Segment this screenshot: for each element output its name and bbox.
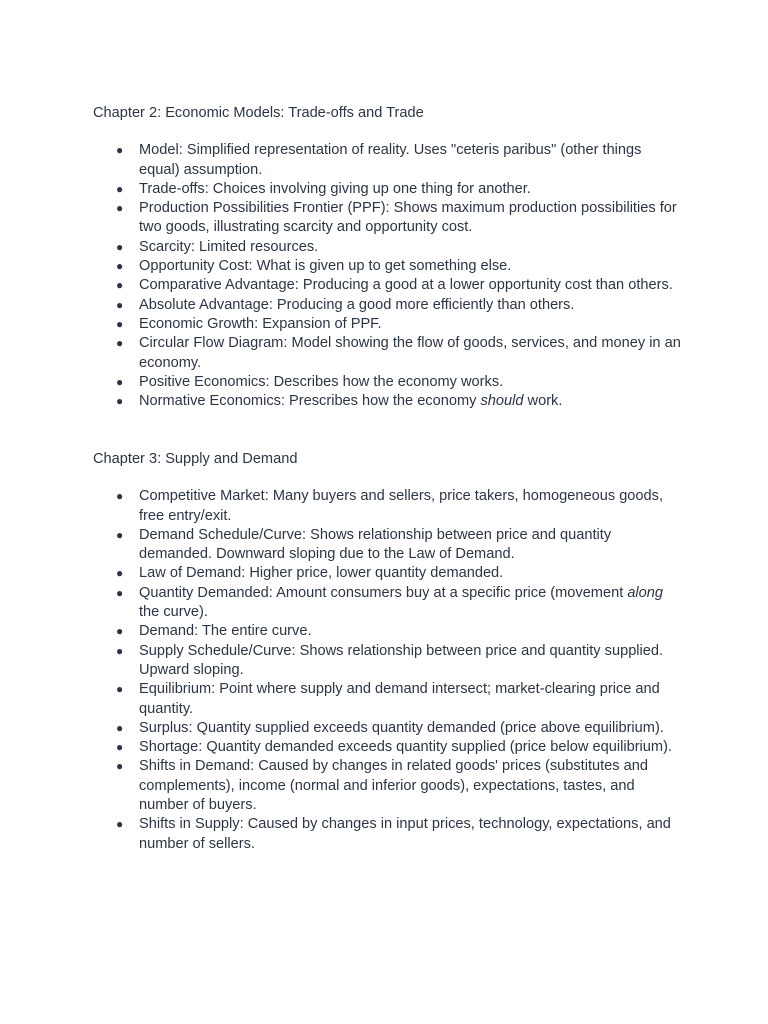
list-item	[93, 622, 683, 641]
bullet-icon: ●	[116, 201, 124, 216]
bullet-icon: ●	[116, 374, 124, 389]
quantity-demanded-text-start: Quantity Demanded: Amount consumers buy at a specific price (movement	[139, 584, 628, 601]
list-item-text: Shifts in Supply: Caused by changes in input prices, technology, expectations, and number of sellers.	[139, 816, 671, 852]
list-item	[93, 315, 683, 334]
list-item-text: Shifts in Demand: Caused by changes in related goods' prices (substitutes and complements), income (normal and inferior goods), expectations, tastes, and number of buyers.	[139, 758, 648, 814]
list-item	[93, 238, 683, 257]
chapter-3-list	[93, 487, 683, 854]
list-item-text: Trade-offs: Choices involving giving up one thing for another.	[139, 180, 531, 197]
bullet-icon: ●	[116, 566, 124, 581]
bullet-icon: ●	[116, 720, 124, 735]
list-item	[93, 757, 683, 815]
list-item-text: Shortage: Quantity demanded exceeds quantity supplied (price below equilibrium).	[139, 739, 672, 756]
chapter-3-section	[93, 450, 683, 854]
list-item-text: Surplus: Quantity supplied exceeds quantity demanded (price above equilibrium).	[139, 719, 664, 736]
bullet-icon: ●	[116, 643, 124, 658]
bullet-icon: ●	[116, 259, 124, 274]
list-item-text	[139, 584, 683, 623]
list-item-text: Production Possibilities Frontier (PPF): Shows maximum production possibilities for two goods, illustrating scarcity and opportunity cost.	[139, 200, 677, 236]
list-item	[93, 738, 683, 757]
bullet-icon: ●	[116, 682, 124, 697]
list-item	[93, 564, 683, 583]
list-item-text: Model: Simplified representation of reality. Uses "ceteris paribus" (other things equal) assumption.	[139, 142, 642, 178]
normative-text-start: Normative Economics: Prescribes how the economy	[139, 393, 481, 410]
list-item	[93, 680, 683, 719]
list-item	[93, 373, 683, 392]
chapter-2-section	[93, 104, 683, 411]
bullet-icon: ●	[116, 336, 124, 351]
chapter-2-list	[93, 141, 683, 411]
bullet-icon: ●	[116, 817, 124, 832]
bullet-icon: ●	[116, 316, 124, 331]
list-item-text: Scarcity: Limited resources.	[139, 238, 319, 255]
emphasis-along: along	[627, 584, 664, 601]
list-item	[93, 334, 683, 373]
list-item	[93, 276, 683, 295]
list-item	[93, 392, 683, 411]
list-item	[93, 199, 683, 238]
list-item-text: Comparative Advantage: Producing a good at a lower opportunity cost than others.	[139, 277, 673, 294]
list-item-text	[139, 392, 683, 411]
list-item-text: Competitive Market: Many buyers and sellers, price takers, homogeneous goods, free entry/exit.	[139, 488, 664, 524]
chapter-2-heading: Chapter 2: Economic Models: Trade-offs and Trade	[93, 105, 424, 121]
bullet-icon: ●	[116, 740, 124, 755]
list-item	[93, 296, 683, 315]
list-item	[93, 141, 683, 180]
bullet-icon: ●	[116, 527, 124, 542]
bullet-icon: ●	[116, 624, 124, 639]
list-item-text: Supply Schedule/Curve: Shows relationship between price and quantity supplied. Upward sloping.	[139, 642, 664, 678]
quantity-demanded-text-end: the curve).	[139, 604, 208, 621]
list-item	[93, 487, 683, 526]
list-item	[93, 257, 683, 276]
bullet-icon: ●	[116, 297, 124, 312]
list-item-text: Law of Demand: Higher price, lower quantity demanded.	[139, 565, 504, 582]
bullet-icon: ●	[116, 394, 124, 409]
list-item	[93, 719, 683, 738]
list-item-text: Absolute Advantage: Producing a good more efficiently than others.	[139, 296, 575, 313]
list-item	[93, 584, 683, 623]
normative-text-end: work.	[523, 393, 563, 410]
bullet-icon: ●	[116, 278, 124, 293]
bullet-icon: ●	[116, 239, 124, 254]
list-item	[93, 815, 683, 854]
list-item-text: Positive Economics: Describes how the economy works.	[139, 373, 504, 390]
bullet-icon: ●	[116, 489, 124, 504]
list-item-text: Demand Schedule/Curve: Shows relationship between price and quantity demanded. Downward sloping due to the Law of Demand.	[139, 526, 612, 563]
bullet-icon: ●	[116, 143, 124, 158]
list-item-text: Opportunity Cost: What is given up to get something else.	[139, 258, 512, 275]
emphasis-should: should	[480, 393, 524, 410]
list-item-text: Equilibrium: Point where supply and demand intersect; market-clearing price and quantity.	[139, 681, 660, 717]
list-item	[93, 180, 683, 199]
bullet-icon: ●	[116, 181, 124, 196]
list-item	[93, 526, 683, 565]
list-item-text: Demand: The entire curve.	[139, 623, 312, 640]
list-item	[93, 642, 683, 681]
chapter-3-heading: Chapter 3: Supply and Demand	[93, 451, 298, 467]
list-item-text: Economic Growth: Expansion of PPF.	[139, 315, 382, 332]
bullet-icon: ●	[116, 585, 124, 600]
bullet-icon: ●	[116, 759, 124, 774]
list-item-text: Circular Flow Diagram: Model showing the flow of goods, services, and money in an economy.	[139, 335, 681, 371]
